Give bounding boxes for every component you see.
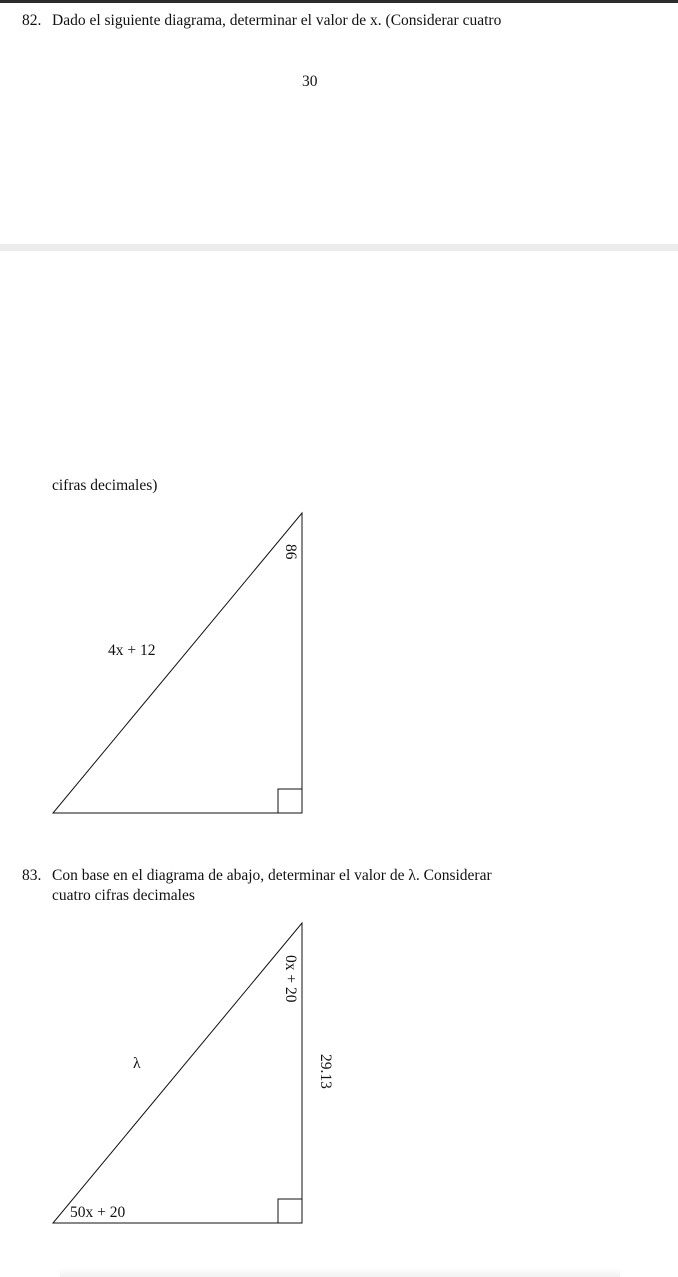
page-number: 30 <box>302 73 318 90</box>
problem-83-number: 83. <box>22 867 42 884</box>
vertical-side-label-82: 86 <box>282 544 299 560</box>
hypotenuse-label-82: 4x + 12 <box>108 642 156 659</box>
vertical-side-label-83: 29.13 <box>317 1054 334 1089</box>
bottom-angle-label-83: 50x + 20 <box>70 1204 126 1221</box>
right-angle-mark-83 <box>278 1199 302 1223</box>
page-break <box>0 244 678 251</box>
triangle-82 <box>53 513 302 813</box>
top-rule <box>0 0 678 3</box>
problem-83-text-line1: Con base en el diagrama de abajo, determinar el valor de λ. Considerar <box>52 867 492 884</box>
problem-82-number: 82. <box>22 12 42 29</box>
hypotenuse-label-83: λ <box>133 1055 141 1072</box>
top-angle-label-83: 0x + 20 <box>282 955 299 1003</box>
problem-83-text-line2: cuatro cifras decimales <box>52 887 195 904</box>
next-line-cutoff <box>60 1268 620 1277</box>
triangle-diagram-83 <box>0 910 678 1230</box>
problem-82-text-line1: Dado el siguiente diagrama, determinar el valor de x. (Considerar cuatro <box>52 12 502 29</box>
right-angle-mark-82 <box>278 789 302 813</box>
problem-82-text-line2: cifras decimales) <box>52 477 158 494</box>
triangle-83 <box>53 923 302 1223</box>
triangle-diagram-82 <box>0 500 678 840</box>
